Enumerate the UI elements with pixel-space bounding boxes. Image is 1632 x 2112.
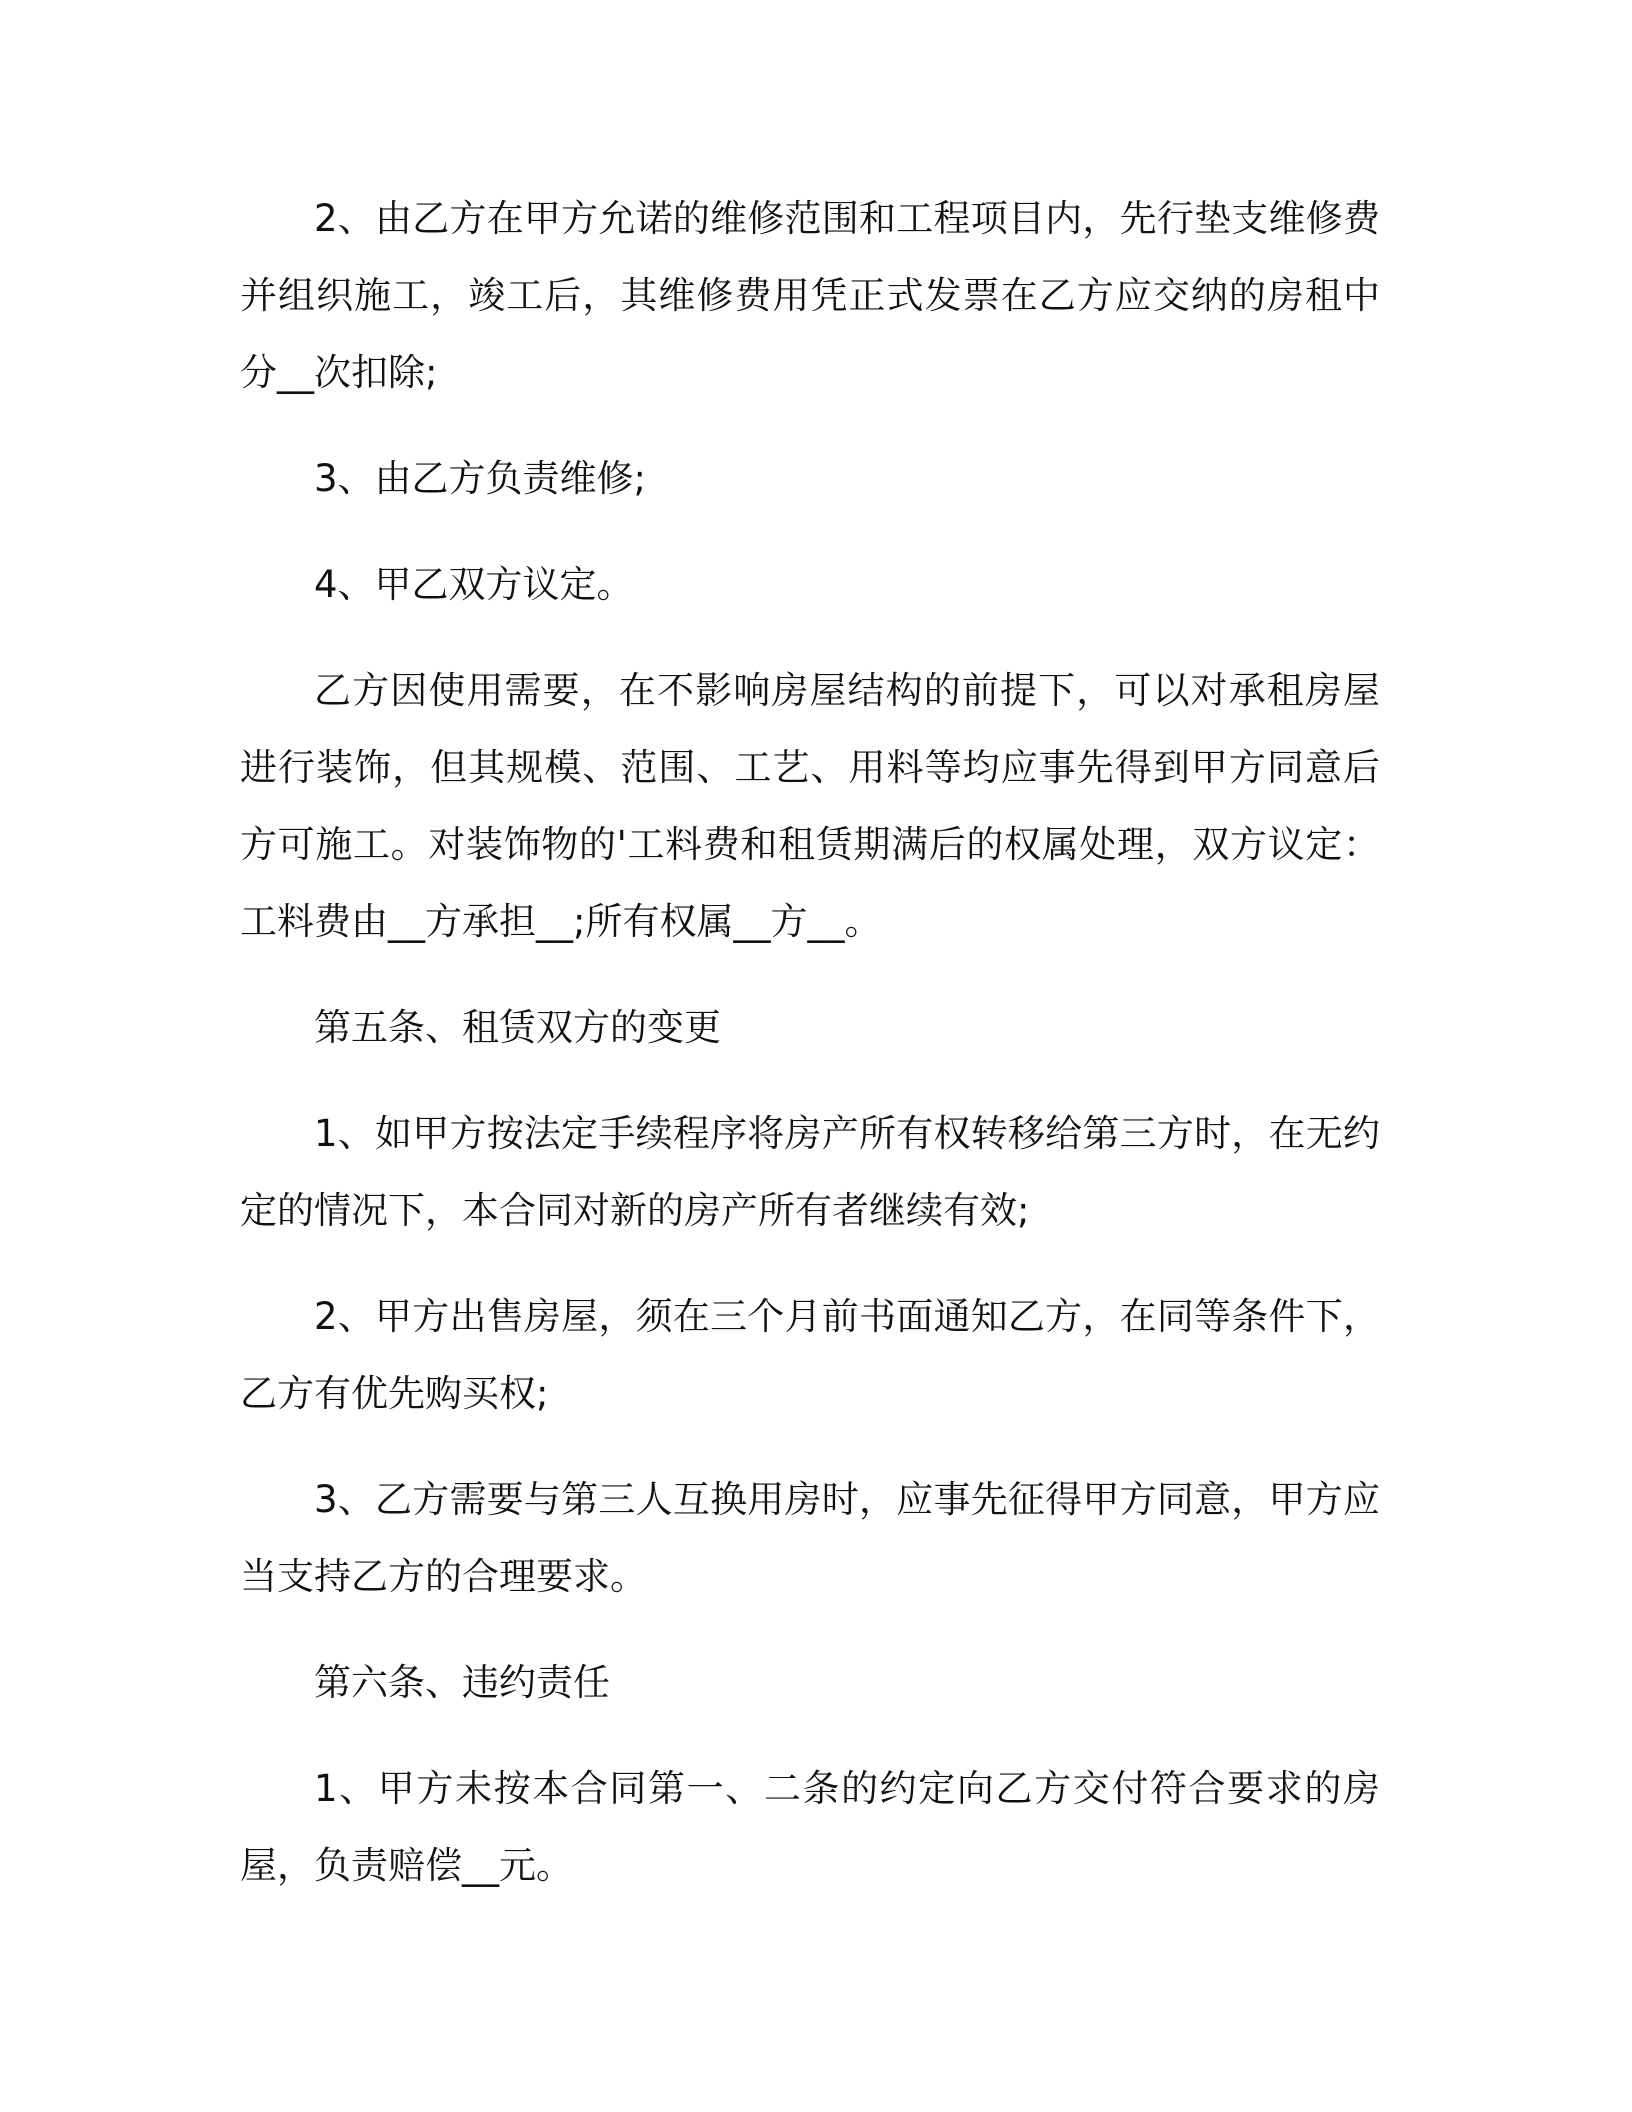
paragraph-mutual-agreement: 4、甲乙双方议定。 bbox=[314, 563, 634, 606]
paragraph-tenant-repair: 3、由乙方负责维修; bbox=[314, 457, 647, 500]
heading-article-6: 第六条、违约责任 bbox=[314, 1661, 610, 1704]
document-body bbox=[240, 180, 1380, 1933]
paragraph-sale-notice: 2、甲方出售房屋，须在三个月前书面通知乙方，在同等条件下，乙方有优先购买权; bbox=[240, 1295, 1380, 1415]
paragraph-house-exchange: 3、乙方需要与第三人互换用房时，应事先征得甲方同意，甲方应当支持乙方的合理要求。 bbox=[240, 1478, 1380, 1598]
paragraph-breach-compensation: 1、甲方未按本合同第一、二条的约定向乙方交付符合要求的房屋，负责赔偿__元。 bbox=[240, 1767, 1380, 1887]
heading-article-5: 第五条、租赁双方的变更 bbox=[314, 1006, 721, 1049]
paragraph-ownership-transfer: 1、如甲方按法定手续程序将房产所有权转移给第三方时，在无约定的情况下，本合同对新的房产所有者继续有效; bbox=[240, 1112, 1380, 1232]
paragraph-repair-advance: 2、由乙方在甲方允诺的维修范围和工程项目内，先行垫支维修费并组织施工，竣工后，其维修费用凭正式发票在乙方应交纳的房租中分__次扣除; bbox=[240, 197, 1380, 394]
paragraph-decoration: 乙方因使用需要，在不影响房屋结构的前提下，可以对承租房屋进行装饰，但其规模、范围、工艺、用料等均应事先得到甲方同意后方可施工。对装饰物的'工料费和租赁期满后的权属处理，双方议定：工料费由__方承担__;所有权属__方__。 bbox=[240, 669, 1380, 943]
